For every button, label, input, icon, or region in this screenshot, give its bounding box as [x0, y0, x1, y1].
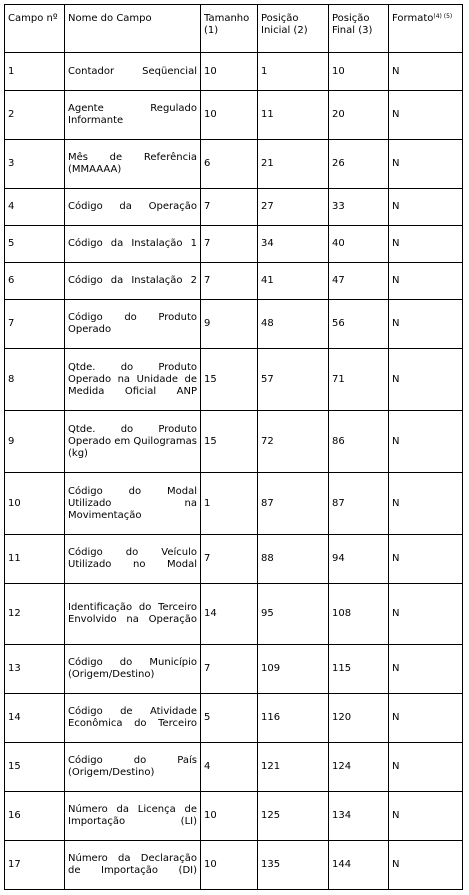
- cell-tamanho: 10: [201, 792, 258, 841]
- cell-formato: N: [389, 226, 463, 263]
- cell-nome: Identificação do Terceiro Envolvido na Operação: [65, 584, 201, 645]
- cell-posicao-final: 26: [329, 140, 389, 189]
- table-row: [5, 349, 463, 411]
- table-row: [5, 792, 463, 841]
- cell-posicao-inicial: 11: [258, 91, 329, 140]
- table-row: [5, 263, 463, 300]
- table-row: [5, 226, 463, 263]
- cell-campo: 12: [5, 584, 65, 645]
- cell-formato: N: [389, 645, 463, 694]
- table-row: [5, 535, 463, 584]
- cell-formato: N: [389, 91, 463, 140]
- table-row: [5, 645, 463, 694]
- cell-nome: Mês de Referência (MMAAAA): [65, 140, 201, 189]
- cell-posicao-inicial: 87: [258, 473, 329, 535]
- table-header-row: [5, 5, 463, 53]
- cell-tamanho: 7: [201, 189, 258, 226]
- cell-tamanho: 10: [201, 91, 258, 140]
- cell-formato: N: [389, 140, 463, 189]
- cell-posicao-final: 56: [329, 300, 389, 349]
- cell-tamanho: 9: [201, 300, 258, 349]
- cell-campo: 14: [5, 694, 65, 743]
- cell-posicao-inicial: 1: [258, 53, 329, 91]
- table-row: [5, 189, 463, 226]
- header-nome: Nome do Campo: [65, 5, 201, 53]
- cell-posicao-final: 40: [329, 226, 389, 263]
- cell-tamanho: 7: [201, 226, 258, 263]
- cell-posicao-inicial: 41: [258, 263, 329, 300]
- cell-nome: Código do Município (Origem/Destino): [65, 645, 201, 694]
- cell-formato: N: [389, 473, 463, 535]
- cell-nome: Código da Instalação 1: [65, 226, 201, 263]
- cell-posicao-inicial: 109: [258, 645, 329, 694]
- cell-posicao-inicial: 21: [258, 140, 329, 189]
- cell-posicao-inicial: 72: [258, 411, 329, 473]
- cell-tamanho: 1: [201, 473, 258, 535]
- cell-tamanho: 5: [201, 694, 258, 743]
- header-formato-label: Formato: [392, 13, 434, 24]
- cell-nome: Código de Atividade Econômica do Terceiro: [65, 694, 201, 743]
- cell-nome: Código do Veículo Utilizado no Modal: [65, 535, 201, 584]
- cell-posicao-inicial: 135: [258, 841, 329, 890]
- cell-formato: N: [389, 349, 463, 411]
- cell-posicao-inicial: 116: [258, 694, 329, 743]
- cell-nome: Código do Modal Utilizado na Movimentação: [65, 473, 201, 535]
- table-row: [5, 53, 463, 91]
- field-layout-table: [4, 4, 463, 890]
- cell-nome: Qtde. do Produto Operado em Quilogramas (kg): [65, 411, 201, 473]
- cell-nome: Código do Produto Operado: [65, 300, 201, 349]
- cell-posicao-final: 71: [329, 349, 389, 411]
- cell-nome: Código da Instalação 2: [65, 263, 201, 300]
- cell-tamanho: 15: [201, 411, 258, 473]
- cell-tamanho: 15: [201, 349, 258, 411]
- table-row: [5, 91, 463, 140]
- cell-formato: N: [389, 300, 463, 349]
- cell-campo: 7: [5, 300, 65, 349]
- cell-campo: 11: [5, 535, 65, 584]
- cell-posicao-final: 47: [329, 263, 389, 300]
- cell-nome: Contador Seqüencial: [65, 53, 201, 91]
- cell-tamanho: 7: [201, 535, 258, 584]
- cell-formato: N: [389, 189, 463, 226]
- table-row: [5, 473, 463, 535]
- cell-formato: N: [389, 743, 463, 792]
- header-tamanho: Tamanho (1): [201, 5, 258, 53]
- cell-posicao-inicial: 88: [258, 535, 329, 584]
- table-row: [5, 841, 463, 890]
- cell-campo: 13: [5, 645, 65, 694]
- cell-posicao-inicial: 34: [258, 226, 329, 263]
- cell-posicao-final: 10: [329, 53, 389, 91]
- cell-posicao-inicial: 27: [258, 189, 329, 226]
- cell-tamanho: 10: [201, 841, 258, 890]
- table-row: [5, 140, 463, 189]
- cell-posicao-final: 134: [329, 792, 389, 841]
- cell-tamanho: 14: [201, 584, 258, 645]
- cell-formato: N: [389, 411, 463, 473]
- cell-nome: Código do País (Origem/Destino): [65, 743, 201, 792]
- table-row: [5, 300, 463, 349]
- cell-campo: 9: [5, 411, 65, 473]
- cell-posicao-inicial: 95: [258, 584, 329, 645]
- cell-formato: N: [389, 584, 463, 645]
- header-formato: [389, 5, 463, 53]
- cell-posicao-final: 115: [329, 645, 389, 694]
- cell-campo: 15: [5, 743, 65, 792]
- cell-campo: 4: [5, 189, 65, 226]
- cell-campo: 16: [5, 792, 65, 841]
- cell-tamanho: 6: [201, 140, 258, 189]
- header-posicao-inicial: Posição Inicial (2): [258, 5, 329, 53]
- cell-formato: N: [389, 535, 463, 584]
- cell-formato: N: [389, 263, 463, 300]
- cell-tamanho: 10: [201, 53, 258, 91]
- cell-posicao-final: 87: [329, 473, 389, 535]
- cell-posicao-final: 86: [329, 411, 389, 473]
- cell-formato: N: [389, 53, 463, 91]
- cell-posicao-inicial: 48: [258, 300, 329, 349]
- cell-nome: Número da Licença de Importação (LI): [65, 792, 201, 841]
- cell-nome: Agente Regulado Informante: [65, 91, 201, 140]
- cell-tamanho: 7: [201, 645, 258, 694]
- table-row: [5, 694, 463, 743]
- cell-formato: N: [389, 694, 463, 743]
- cell-campo: 3: [5, 140, 65, 189]
- cell-posicao-inicial: 121: [258, 743, 329, 792]
- header-campo: Campo nº: [5, 5, 65, 53]
- cell-posicao-final: 120: [329, 694, 389, 743]
- cell-campo: 17: [5, 841, 65, 890]
- cell-campo: 6: [5, 263, 65, 300]
- cell-posicao-final: 124: [329, 743, 389, 792]
- cell-campo: 2: [5, 91, 65, 140]
- table-row: [5, 411, 463, 473]
- header-formato-footnote: (4) (5): [433, 13, 453, 20]
- cell-campo: 1: [5, 53, 65, 91]
- cell-tamanho: 4: [201, 743, 258, 792]
- cell-posicao-final: 94: [329, 535, 389, 584]
- cell-campo: 5: [5, 226, 65, 263]
- cell-tamanho: 7: [201, 263, 258, 300]
- table-row: [5, 743, 463, 792]
- cell-posicao-inicial: 125: [258, 792, 329, 841]
- cell-nome: Número da Declaração de Importação (DI): [65, 841, 201, 890]
- cell-posicao-final: 108: [329, 584, 389, 645]
- cell-formato: N: [389, 841, 463, 890]
- cell-posicao-inicial: 57: [258, 349, 329, 411]
- cell-posicao-final: 20: [329, 91, 389, 140]
- cell-nome: Qtde. do Produto Operado na Unidade de Medida Oficial ANP: [65, 349, 201, 411]
- cell-campo: 10: [5, 473, 65, 535]
- cell-campo: 8: [5, 349, 65, 411]
- table-row: [5, 584, 463, 645]
- cell-posicao-final: 144: [329, 841, 389, 890]
- cell-formato: N: [389, 792, 463, 841]
- cell-nome: Código da Operação: [65, 189, 201, 226]
- cell-posicao-final: 33: [329, 189, 389, 226]
- header-posicao-final: Posição Final (3): [329, 5, 389, 53]
